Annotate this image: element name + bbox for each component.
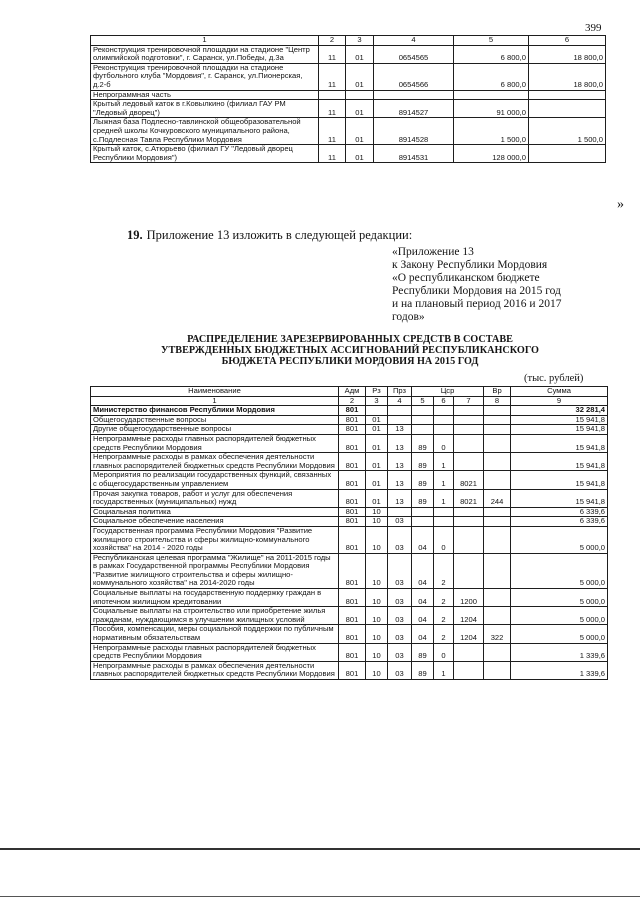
column-number: 5 bbox=[412, 396, 434, 406]
header-vr: Вр bbox=[484, 387, 511, 397]
row-amount bbox=[454, 90, 529, 100]
row-rz: 10 bbox=[366, 553, 388, 588]
row-name: Непрограммные расходы главных распорядителей бюджетных средств Республики Мордовия bbox=[91, 434, 339, 452]
header-cell: 5 bbox=[454, 36, 529, 46]
row-name: Социальные выплаты на государственную поддержку граждан в ипотечном жилищном кредитовании bbox=[91, 589, 339, 607]
row-sum: 15 941,8 bbox=[511, 415, 608, 425]
row-name: Крытый каток, с.Атюрьево (филиал ГУ "Ледовый дворец Республики Мордовия") bbox=[91, 145, 319, 163]
row-amount: 6 800,0 bbox=[454, 45, 529, 63]
appendix-line: к Закону Республики Мордовия bbox=[392, 259, 548, 271]
row-csr-direction: 1204 bbox=[454, 607, 484, 625]
row-code: 11 bbox=[319, 145, 346, 163]
page-number: 399 bbox=[585, 22, 602, 34]
row-vr bbox=[484, 434, 511, 452]
row-csr-direction bbox=[454, 425, 484, 435]
row-sum: 5 000,0 bbox=[511, 625, 608, 643]
row-csr-program: 04 bbox=[412, 607, 434, 625]
table-row bbox=[91, 517, 608, 527]
table-row bbox=[91, 434, 608, 452]
column-number: 6 bbox=[434, 396, 454, 406]
row-adm: 801 bbox=[339, 471, 366, 489]
row-rz: 10 bbox=[366, 507, 388, 517]
row-code: 8914531 bbox=[374, 145, 454, 163]
row-vr bbox=[484, 517, 511, 527]
row-csr-subprogram: 0 bbox=[434, 643, 454, 661]
row-amount: 91 000,0 bbox=[454, 100, 529, 118]
row-csr-subprogram bbox=[434, 425, 454, 435]
row-sum: 15 941,8 bbox=[511, 434, 608, 452]
row-sum: 6 339,6 bbox=[511, 507, 608, 517]
row-rz: 01 bbox=[366, 434, 388, 452]
header-cell: 6 bbox=[529, 36, 606, 46]
row-code: 01 bbox=[346, 100, 374, 118]
title-line: РАСПРЕДЕЛЕНИЕ ЗАРЕЗЕРВИРОВАННЫХ СРЕДСТВ В СОСТАВЕ bbox=[187, 334, 513, 345]
row-prz: 03 bbox=[388, 589, 412, 607]
row-name: Непрограммные расходы главных распорядителей бюджетных средств Республики Мордовия bbox=[91, 643, 339, 661]
row-prz: 03 bbox=[388, 607, 412, 625]
row-code: 01 bbox=[346, 118, 374, 145]
column-number: 8 bbox=[484, 396, 511, 406]
row-code: 8914528 bbox=[374, 118, 454, 145]
row-prz: 03 bbox=[388, 526, 412, 553]
row-code: 11 bbox=[319, 63, 346, 90]
continued-table-header bbox=[91, 36, 606, 46]
column-number: 9 bbox=[511, 396, 608, 406]
row-csr-direction bbox=[454, 453, 484, 471]
row-sum: 5 000,0 bbox=[511, 607, 608, 625]
row-code: 01 bbox=[346, 145, 374, 163]
row-name: Социальная политика bbox=[91, 507, 339, 517]
row-csr-subprogram: 0 bbox=[434, 526, 454, 553]
row-csr-program: 89 bbox=[412, 471, 434, 489]
table-row bbox=[91, 661, 608, 679]
row-code bbox=[346, 90, 374, 100]
header-cell: 4 bbox=[374, 36, 454, 46]
row-name: Прочая закупка товаров, работ и услуг для обеспечения государственных (муниципальных) нужд bbox=[91, 489, 339, 507]
row-sum: 1 339,6 bbox=[511, 661, 608, 679]
row-adm: 801 bbox=[339, 589, 366, 607]
table-row bbox=[91, 145, 606, 163]
row-sum: 6 339,6 bbox=[511, 517, 608, 527]
table-row bbox=[91, 526, 608, 553]
row-csr-direction bbox=[454, 517, 484, 527]
table-row bbox=[91, 643, 608, 661]
row-vr bbox=[484, 553, 511, 588]
row-code: 11 bbox=[319, 45, 346, 63]
paragraph-text: Приложение 13 изложить в следующей редакции: bbox=[146, 228, 413, 242]
row-adm: 801 bbox=[339, 507, 366, 517]
row-adm: 801 bbox=[339, 425, 366, 435]
closing-quote: » bbox=[617, 197, 624, 212]
row-rz: 10 bbox=[366, 589, 388, 607]
column-number: 2 bbox=[339, 396, 366, 406]
row-csr-subprogram: 2 bbox=[434, 589, 454, 607]
row-csr-program: 04 bbox=[412, 553, 434, 588]
row-vr bbox=[484, 607, 511, 625]
row-adm: 801 bbox=[339, 453, 366, 471]
table-row bbox=[91, 471, 608, 489]
row-csr-program: 89 bbox=[412, 643, 434, 661]
row-name: Непрограммные расходы в рамках обеспечения деятельности главных распорядителей бюджетных средств Республики Мордовия bbox=[91, 453, 339, 471]
row-sum: 32 281,4 bbox=[511, 406, 608, 416]
row-csr-subprogram bbox=[434, 415, 454, 425]
row-amount: 128 000,0 bbox=[454, 145, 529, 163]
row-adm: 801 bbox=[339, 553, 366, 588]
row-code: 01 bbox=[346, 45, 374, 63]
row-code bbox=[374, 90, 454, 100]
budget-table-header bbox=[91, 387, 608, 397]
row-csr-program: 04 bbox=[412, 526, 434, 553]
budget-table bbox=[90, 386, 608, 680]
row-name: Непрограммные расходы в рамках обеспечения деятельности главных распорядителей бюджетных средств Республики Мордовия bbox=[91, 661, 339, 679]
row-csr-direction bbox=[454, 643, 484, 661]
row-code: 0654565 bbox=[374, 45, 454, 63]
row-adm: 801 bbox=[339, 489, 366, 507]
row-sum: 5 000,0 bbox=[511, 526, 608, 553]
row-adm: 801 bbox=[339, 526, 366, 553]
row-vr bbox=[484, 526, 511, 553]
row-csr-direction: 8021 bbox=[454, 471, 484, 489]
header-cell: 1 bbox=[91, 36, 319, 46]
row-sum: 5 000,0 bbox=[511, 589, 608, 607]
row-csr-subprogram: 1 bbox=[434, 471, 454, 489]
row-name: Лыжная база Подлесно-тавлинской общеобразовательной средней школы Кочкуровского муниципального района, с.Подлесная Тавла Республики Мордовия bbox=[91, 118, 319, 145]
row-csr-subprogram: 0 bbox=[434, 434, 454, 452]
column-number: 1 bbox=[91, 396, 339, 406]
row-name: Реконструкция тренировочной площадки на стадионе футбольного клуба "Мордовия", г. Саранск, ул.Пионерская, д.2-б bbox=[91, 63, 319, 90]
row-csr-program: 89 bbox=[412, 453, 434, 471]
row-prz: 03 bbox=[388, 643, 412, 661]
title-line: УТВЕРЖДЕННЫХ БЮДЖЕТНЫХ АССИГНОВАНИЙ РЕСПУБЛИКАНСКОГО bbox=[161, 345, 539, 356]
bottom-rule bbox=[0, 848, 640, 850]
appendix-line: «О республиканском бюджете bbox=[392, 272, 540, 284]
row-amount: 18 800,0 bbox=[529, 45, 606, 63]
row-vr bbox=[484, 406, 511, 416]
row-vr bbox=[484, 425, 511, 435]
row-csr-program: 04 bbox=[412, 589, 434, 607]
row-adm: 801 bbox=[339, 607, 366, 625]
row-csr-program bbox=[412, 425, 434, 435]
row-prz: 03 bbox=[388, 625, 412, 643]
row-csr-direction bbox=[454, 415, 484, 425]
column-number: 7 bbox=[454, 396, 484, 406]
header-csr: Цср bbox=[412, 387, 484, 397]
column-number: 4 bbox=[388, 396, 412, 406]
row-csr-program: 89 bbox=[412, 434, 434, 452]
row-rz: 10 bbox=[366, 643, 388, 661]
row-adm: 801 bbox=[339, 625, 366, 643]
column-number: 3 bbox=[366, 396, 388, 406]
row-rz: 01 bbox=[366, 471, 388, 489]
row-name: Республиканская целевая программа "Жилище" на 2011-2015 годы в рамках Государственной программы Республики Мордовия "Развитие жилищного строительства и сферы жилищно-коммунального хозяйства" на 2014-2020 годы bbox=[91, 553, 339, 588]
row-vr bbox=[484, 471, 511, 489]
row-vr: 244 bbox=[484, 489, 511, 507]
row-prz: 13 bbox=[388, 425, 412, 435]
row-csr-program: 89 bbox=[412, 489, 434, 507]
header-prz: Прз bbox=[388, 387, 412, 397]
row-amount: 1 500,0 bbox=[454, 118, 529, 145]
row-vr bbox=[484, 589, 511, 607]
row-rz: 01 bbox=[366, 453, 388, 471]
row-csr-program: 04 bbox=[412, 625, 434, 643]
row-prz: 03 bbox=[388, 517, 412, 527]
row-csr-program bbox=[412, 406, 434, 416]
row-adm: 801 bbox=[339, 661, 366, 679]
title-line: БЮДЖЕТА РЕСПУБЛИКИ МОРДОВИЯ НА 2015 ГОД bbox=[221, 356, 479, 367]
row-amount bbox=[529, 145, 606, 163]
row-csr-subprogram bbox=[434, 406, 454, 416]
bottom-rule-thin bbox=[0, 896, 640, 897]
row-csr-subprogram bbox=[434, 517, 454, 527]
row-csr-direction bbox=[454, 434, 484, 452]
row-prz: 03 bbox=[388, 553, 412, 588]
unit-label: (тыс. рублей) bbox=[524, 373, 584, 384]
row-code: 0654566 bbox=[374, 63, 454, 90]
header-adm: Адм bbox=[339, 387, 366, 397]
row-csr-subprogram: 1 bbox=[434, 489, 454, 507]
row-rz: 10 bbox=[366, 517, 388, 527]
row-prz bbox=[388, 406, 412, 416]
row-vr: 322 bbox=[484, 625, 511, 643]
header-name: Наименование bbox=[91, 387, 339, 397]
row-csr-direction: 1204 bbox=[454, 625, 484, 643]
table-row bbox=[91, 589, 608, 607]
row-vr bbox=[484, 643, 511, 661]
row-amount: 6 800,0 bbox=[454, 63, 529, 90]
row-csr-subprogram: 2 bbox=[434, 625, 454, 643]
row-adm: 801 bbox=[339, 434, 366, 452]
appendix-reference bbox=[392, 246, 604, 324]
table-row bbox=[91, 406, 608, 416]
table-row bbox=[91, 63, 606, 90]
row-prz: 13 bbox=[388, 453, 412, 471]
row-prz: 13 bbox=[388, 434, 412, 452]
row-sum: 15 941,8 bbox=[511, 489, 608, 507]
table-row bbox=[91, 489, 608, 507]
row-csr-subprogram: 2 bbox=[434, 553, 454, 588]
appendix-line: и на плановый период 2016 и 2017 bbox=[392, 298, 562, 310]
row-vr bbox=[484, 453, 511, 471]
row-vr bbox=[484, 661, 511, 679]
row-rz: 01 bbox=[366, 415, 388, 425]
row-code: 11 bbox=[319, 100, 346, 118]
row-name: Другие общегосударственные вопросы bbox=[91, 425, 339, 435]
table-row bbox=[91, 453, 608, 471]
row-sum: 1 339,6 bbox=[511, 643, 608, 661]
document-title bbox=[90, 334, 610, 367]
appendix-line: Республики Мордовия на 2015 год bbox=[392, 285, 561, 297]
row-name: Министерство финансов Республики Мордовия bbox=[91, 406, 339, 416]
row-csr-direction bbox=[454, 661, 484, 679]
row-code: 01 bbox=[346, 63, 374, 90]
row-adm: 801 bbox=[339, 406, 366, 416]
row-name: Государственная программа Республики Мордовия "Развитие жилищного строительства и сферы жилищно-коммунального хозяйства" на 2014 - 2020 годы bbox=[91, 526, 339, 553]
row-name: Реконструкция тренировочной площадки на стадионе "Центр олимпийской подготовки", г. Саранск, ул.Победы, д.3а bbox=[91, 45, 319, 63]
amendment-paragraph bbox=[127, 228, 412, 243]
row-amount: 18 800,0 bbox=[529, 63, 606, 90]
header-cell: 3 bbox=[346, 36, 374, 46]
row-sum: 15 941,8 bbox=[511, 471, 608, 489]
row-csr-direction bbox=[454, 507, 484, 517]
row-rz: 01 bbox=[366, 425, 388, 435]
row-name: Общегосударственные вопросы bbox=[91, 415, 339, 425]
table-row bbox=[91, 100, 606, 118]
row-name: Крытый ледовый каток в г.Ковылкино (филиал ГАУ РМ "Ледовый дворец") bbox=[91, 100, 319, 118]
row-csr-program: 89 bbox=[412, 661, 434, 679]
row-sum: 5 000,0 bbox=[511, 553, 608, 588]
row-name: Социальные выплаты на строительство или приобретение жилья гражданам, нуждающимся в улучшении жилищных условий bbox=[91, 607, 339, 625]
row-rz: 01 bbox=[366, 489, 388, 507]
row-sum: 15 941,8 bbox=[511, 453, 608, 471]
row-adm: 801 bbox=[339, 643, 366, 661]
row-csr-program bbox=[412, 415, 434, 425]
row-csr-direction bbox=[454, 406, 484, 416]
row-sum: 15 941,8 bbox=[511, 425, 608, 435]
row-csr-subprogram: 1 bbox=[434, 661, 454, 679]
row-rz: 10 bbox=[366, 526, 388, 553]
table-row bbox=[91, 118, 606, 145]
row-csr-program bbox=[412, 517, 434, 527]
row-prz: 03 bbox=[388, 661, 412, 679]
header-cell: 2 bbox=[319, 36, 346, 46]
row-amount bbox=[529, 90, 606, 100]
row-csr-subprogram: 2 bbox=[434, 607, 454, 625]
row-adm: 801 bbox=[339, 517, 366, 527]
continued-table bbox=[90, 35, 606, 163]
table-row bbox=[91, 45, 606, 63]
row-rz: 10 bbox=[366, 607, 388, 625]
appendix-line: «Приложение 13 bbox=[392, 246, 474, 258]
row-csr-program bbox=[412, 507, 434, 517]
row-vr bbox=[484, 507, 511, 517]
appendix-line: годов» bbox=[392, 311, 425, 323]
row-csr-subprogram bbox=[434, 507, 454, 517]
row-name: Непрограммная часть bbox=[91, 90, 319, 100]
row-name: Пособия, компенсации, меры социальной поддержки по публичным нормативным обязательствам bbox=[91, 625, 339, 643]
table-row bbox=[91, 607, 608, 625]
row-rz bbox=[366, 406, 388, 416]
row-amount: 1 500,0 bbox=[529, 118, 606, 145]
table-row bbox=[91, 553, 608, 588]
row-csr-direction: 1200 bbox=[454, 589, 484, 607]
row-vr bbox=[484, 415, 511, 425]
header-rz: Рз bbox=[366, 387, 388, 397]
row-code: 8914527 bbox=[374, 100, 454, 118]
row-csr-direction bbox=[454, 526, 484, 553]
row-adm: 801 bbox=[339, 415, 366, 425]
row-name: Социальное обеспечение населения bbox=[91, 517, 339, 527]
row-csr-direction bbox=[454, 553, 484, 588]
row-csr-subprogram: 1 bbox=[434, 453, 454, 471]
row-code: 11 bbox=[319, 118, 346, 145]
row-prz: 13 bbox=[388, 489, 412, 507]
row-amount bbox=[529, 100, 606, 118]
row-code bbox=[319, 90, 346, 100]
row-rz: 10 bbox=[366, 625, 388, 643]
row-rz: 10 bbox=[366, 661, 388, 679]
header-sum: Сумма bbox=[511, 387, 608, 397]
table-row bbox=[91, 625, 608, 643]
row-name: Мероприятия по реализации государственных функций, связанных с общегосударственным управлением bbox=[91, 471, 339, 489]
row-prz: 13 bbox=[388, 471, 412, 489]
paragraph-number: 19. bbox=[127, 228, 143, 242]
row-csr-direction: 8021 bbox=[454, 489, 484, 507]
